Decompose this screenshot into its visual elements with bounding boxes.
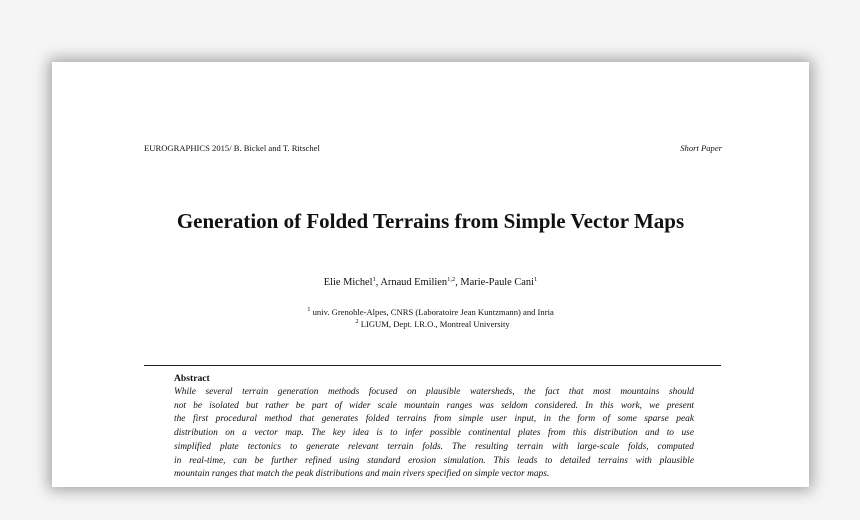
author-separator: , — [375, 277, 381, 288]
affil-text: univ. Grenoble-Alpes, CNRS (Laboratoire Jean Kuntzmann) and Inria — [312, 307, 554, 317]
affil-marker: 1 — [307, 306, 311, 313]
author-affil-marker: 1 — [372, 276, 376, 283]
abstract-line: the first procedural method that generates folded terrains from simple user input, in the form of some sparse peak — [174, 414, 694, 425]
abstract-line: in real-time, can be further refined using standard erosion simulation. This leads to detailed terrains with plausible — [174, 455, 694, 466]
running-head-left: EUROGRAPHICS 2015/ B. Bickel and T. Ritschel — [144, 143, 320, 153]
abstract-line: not be isolated but rather be part of wider scale mountain ranges was seldom considered. In this work, we present — [174, 400, 694, 411]
paper-title: Generation of Folded Terrains from Simple Vector Maps — [176, 209, 685, 233]
affiliation-1 — [52, 307, 809, 317]
abstract-line: While several terrain generation methods focused on plausible watersheds, the fact that most mountains should — [174, 387, 694, 397]
affil-text: LIGUM, Dept. I.R.O., Montreal University — [360, 319, 510, 329]
paper-page — [52, 62, 809, 487]
author-separator: , — [455, 277, 461, 288]
affiliation-2 — [54, 319, 811, 329]
author-name: Marie-Paule Cani — [460, 277, 534, 288]
abstract-body — [174, 386, 694, 482]
author-name: Elie Michel — [323, 277, 373, 288]
abstract-line: simplified plate tectonics to generate relevant terrain folds. The resulting terrain with large-scale folds, computed — [174, 441, 694, 452]
abstract-heading: Abstract — [174, 373, 210, 384]
abstract-line: mountain ranges that match the peak distributions and main rivers specified on simple vector maps. — [174, 469, 550, 480]
abstract-line: distribution on a vector map. The key idea is to infer possible continental plates from this distribution and to use — [174, 428, 694, 439]
author-affil-marker: 1 — [533, 276, 538, 283]
running-head-right: Short Paper — [680, 143, 722, 153]
affil-marker: 2 — [355, 318, 359, 325]
author-name: Arnaud Emilien — [380, 277, 448, 288]
author-affil-marker: 1,2 — [447, 276, 456, 283]
author-list — [52, 277, 809, 288]
horizontal-rule — [144, 365, 721, 366]
